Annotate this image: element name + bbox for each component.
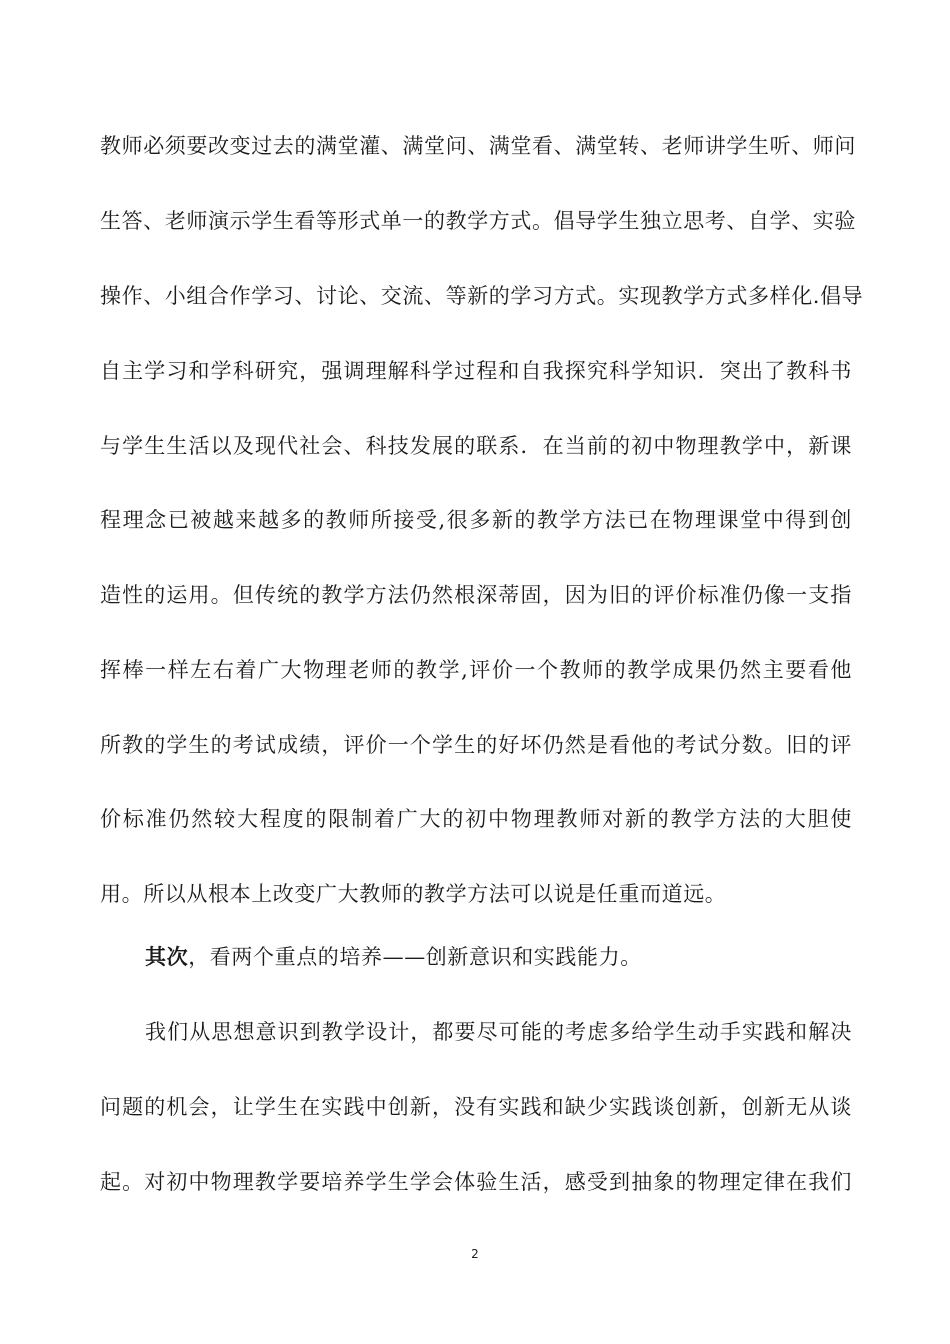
paragraph-line: 价标准仍然较大程度的限制着广大的初中物理教师对新的教学方法的大胆使 bbox=[100, 807, 852, 831]
bold-lead-text: 其次 bbox=[145, 944, 189, 969]
paragraph-line: 所教的学生的考试成绩，评价一个学生的好坏仍然是看他的考试分数。旧的评 bbox=[100, 733, 852, 757]
paragraph-line: 造性的运用。但传统的教学方法仍然根深蒂固，因为旧的评价标准仍像一支指 bbox=[100, 583, 852, 607]
paragraph-line: 用。所以从根本上改变广大教师的教学方法可以说是任重而道远。 bbox=[100, 882, 727, 906]
paragraph-line: 与学生生活以及现代社会、科技发展的联系．在当前的初中物理教学中，新课 bbox=[100, 434, 852, 458]
paragraph-line: 我们从思想意识到教学设计，都要尽可能的考虑多给学生动手实践和解决 bbox=[145, 1020, 852, 1044]
section-heading-line bbox=[145, 937, 852, 977]
paragraph-line: 教师必须要改变过去的满堂灌、满堂问、满堂看、满堂转、老师讲学生听、师问 bbox=[100, 134, 856, 158]
heading-rest-text: ，看两个重点的培养——创新意识和实践能力。 bbox=[188, 945, 642, 969]
paragraph-line: 自主学习和学科研究，强调理解科学过程和自我探究科学知识．突出了教科书 bbox=[100, 359, 852, 383]
paragraph-line: 程理念已被越来越多的教师所接受,很多新的教学方法已在物理课堂中得到创 bbox=[100, 508, 852, 532]
paragraph-line: 生答、老师演示学生看等形式单一的教学方式。倡导学生独立思考、自学、实验 bbox=[100, 209, 856, 233]
paragraph-line: 操作、小组合作学习、讨论、交流、等新的学习方式。实现教学方式多样化.倡导 bbox=[100, 284, 864, 308]
paragraph-line: 起。对初中物理教学要培养学生学会体验生活，感受到抽象的物理定律在我们 bbox=[100, 1170, 852, 1194]
paragraph-line: 挥棒一样左右着广大物理老师的教学,评价一个教师的教学成果仍然主要看他 bbox=[100, 658, 852, 682]
page-number: 2 bbox=[471, 1247, 479, 1261]
paragraph-line: 问题的机会，让学生在实践中创新，没有实践和缺少实践谈创新，创新无从谈 bbox=[100, 1095, 852, 1119]
